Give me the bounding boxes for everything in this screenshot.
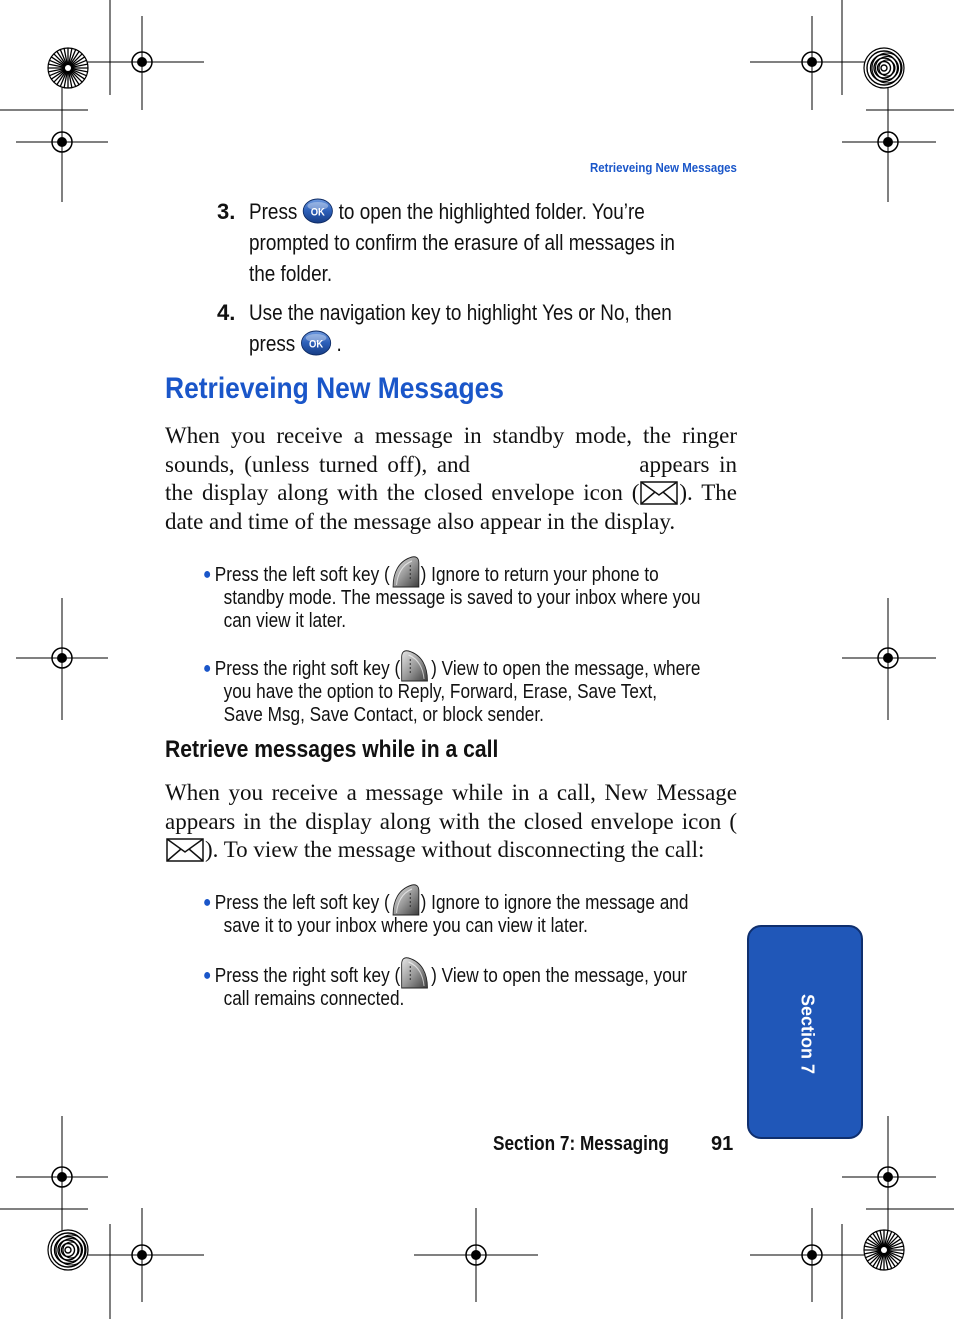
right-soft-key-icon [400, 649, 431, 683]
closed-envelope-icon [640, 481, 678, 505]
intro-part-2: appears in the display along with the closed envelope icon ( [165, 451, 737, 505]
list-item: ● Press the left soft key ( ) Ignore to ignore the message and save it to your inbox where you can view it later. [203, 891, 743, 938]
running-header: Retrieveing New Messages [590, 160, 737, 175]
step-text-after: to open the highlighted folder. You’re prompted to confirm the erasure of all messages in the folder. [249, 199, 675, 286]
subsection-heading: Retrieve messages while in a call [165, 736, 499, 763]
section-tab-label: Section 7 [797, 993, 818, 1075]
call-part-1: When you receive a message while in a call, New Message appears in the display along with the closed envelope icon ( [165, 780, 737, 834]
ok-button-icon [303, 198, 334, 224]
bullet-dot: ● [203, 660, 212, 677]
bullet-dot: ● [203, 894, 212, 911]
right-soft-key-icon [400, 956, 431, 990]
closed-envelope-icon [166, 838, 204, 862]
left-soft-key-icon [390, 555, 421, 589]
intro-part-1: When you receive a message in standby mode, the ringer sounds, (unless turned off), and [165, 423, 737, 477]
intro-paragraph [165, 422, 737, 536]
bullet-dot: ● [203, 967, 212, 984]
call-part-2: ). To view the message without disconnecting the call: [205, 837, 705, 862]
page-number: 91 [711, 1133, 734, 1155]
step-text-before: Use the navigation key to highlight Yes or No, then press [249, 300, 672, 356]
bullet-dot: ● [203, 566, 212, 583]
section-tab [747, 925, 863, 1139]
list-item: ● Press the right soft key ( ) View to open the message, where you have the option to Reply, Forward, Erase, Save Text, Save Msg, Save Contact, or block sender. [203, 657, 743, 727]
footer-section-title: Section 7: Messaging [493, 1133, 669, 1155]
call-paragraph [165, 779, 737, 865]
intro-part-3: ). The date and time of the message also appear in the display. [165, 480, 737, 534]
left-soft-key-icon [390, 883, 421, 917]
section-heading: Retrieveing New Messages [165, 372, 504, 405]
ok-button-icon [300, 330, 331, 356]
step-text-before: Press [249, 199, 298, 224]
list-item: ● Press the left soft key ( ) Ignore to return your phone to standby mode. The message is saved to your inbox where you can view it later. [203, 563, 743, 633]
list-item: ● Press the right soft key ( ) View to open the message, your call remains connected. [203, 964, 743, 1011]
step-text-after: . [336, 331, 342, 356]
step-number: 3. [217, 199, 236, 224]
step-number: 4. [217, 300, 236, 325]
